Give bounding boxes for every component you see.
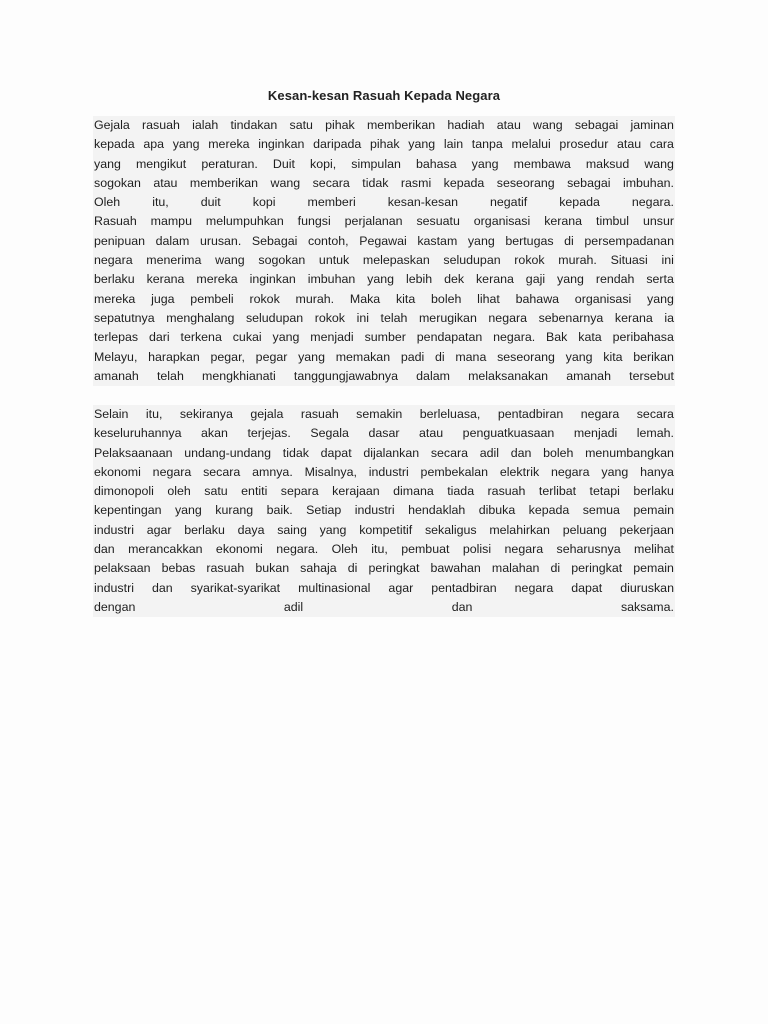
text-line: kepada apa yang mereka inginkan daripada pihak yang lain tanpa melalui prosedur atau cara xyxy=(93,135,675,154)
text-line: pelaksaan bebas rasuah bukan sahaja di peringkat bawahan malahan di peringkat pemain xyxy=(93,559,675,578)
paragraph-2 xyxy=(93,405,675,617)
text-line: negara menerima wang sogokan untuk melepaskan seludupan rokok murah. Situasi ini xyxy=(93,251,675,270)
text-line: industri dan syarikat-syarikat multinasional agar pentadbiran negara dapat diuruskan xyxy=(93,579,675,598)
text-line: Selain itu, sekiranya gejala rasuah semakin berleluasa, pentadbiran negara secara xyxy=(93,405,675,424)
text-line: yang mengikut peraturan. Duit kopi, simpulan bahasa yang membawa maksud wang xyxy=(93,155,675,174)
text-line: keseluruhannya akan terjejas. Segala dasar atau penguatkuasaan menjadi lemah. xyxy=(93,424,675,443)
paragraph-1 xyxy=(93,116,675,386)
text-line: dimonopoli oleh satu entiti separa kerajaan dimana tiada rasuah terlibat tetapi berlaku xyxy=(93,482,675,501)
document-title: Kesan-kesan Rasuah Kepada Negara xyxy=(267,88,501,103)
text-line: sogokan atau memberikan wang secara tidak rasmi kepada seseorang sebagai imbuhan. xyxy=(93,174,675,193)
text-line: terlepas dari terkena cukai yang menjadi sumber pendapatan negara. Bak kata peribahasa xyxy=(93,328,675,347)
text-line: dan merancakkan ekonomi negara. Oleh itu, pembuat polisi negara seharusnya melihat xyxy=(93,540,675,559)
text-line: penipuan dalam urusan. Sebagai contoh, Pegawai kastam yang bertugas di persempadanan xyxy=(93,232,675,251)
text-line: Gejala rasuah ialah tindakan satu pihak memberikan hadiah atau wang sebagai jaminan xyxy=(93,116,675,135)
text-line: Rasuah mampu melumpuhkan fungsi perjalanan sesuatu organisasi kerana timbul unsur xyxy=(93,212,675,231)
text-line: mereka juga pembeli rokok murah. Maka kita boleh lihat bahawa organisasi yang xyxy=(93,290,675,309)
text-line: dengan adil dan saksama. xyxy=(93,598,675,617)
text-line: ekonomi negara secara amnya. Misalnya, industri pembekalan elektrik negara yang hanya xyxy=(93,463,675,482)
text-line: Melayu, harapkan pegar, pegar yang memakan padi di mana seseorang yang kita berikan xyxy=(93,348,675,367)
text-line: amanah telah mengkhianati tanggungjawabnya dalam melaksanakan amanah tersebut xyxy=(93,367,675,386)
text-line: Pelaksaanaan undang-undang tidak dapat dijalankan secara adil dan boleh menumbangkan xyxy=(93,444,675,463)
text-line: sepatutnya menghalang seludupan rokok ini telah merugikan negara sebenarnya kerana ia xyxy=(93,309,675,328)
text-line: kepentingan yang kurang baik. Setiap industri hendaklah dibuka kepada semua pemain xyxy=(93,501,675,520)
text-line: Oleh itu, duit kopi memberi kesan-kesan negatif kepada negara. xyxy=(93,193,675,212)
text-line: industri agar berlaku daya saing yang kompetitif sekaligus melahirkan peluang pekerjaan xyxy=(93,521,675,540)
text-line: berlaku kerana mereka inginkan imbuhan yang lebih dek kerana gaji yang rendah serta xyxy=(93,270,675,289)
